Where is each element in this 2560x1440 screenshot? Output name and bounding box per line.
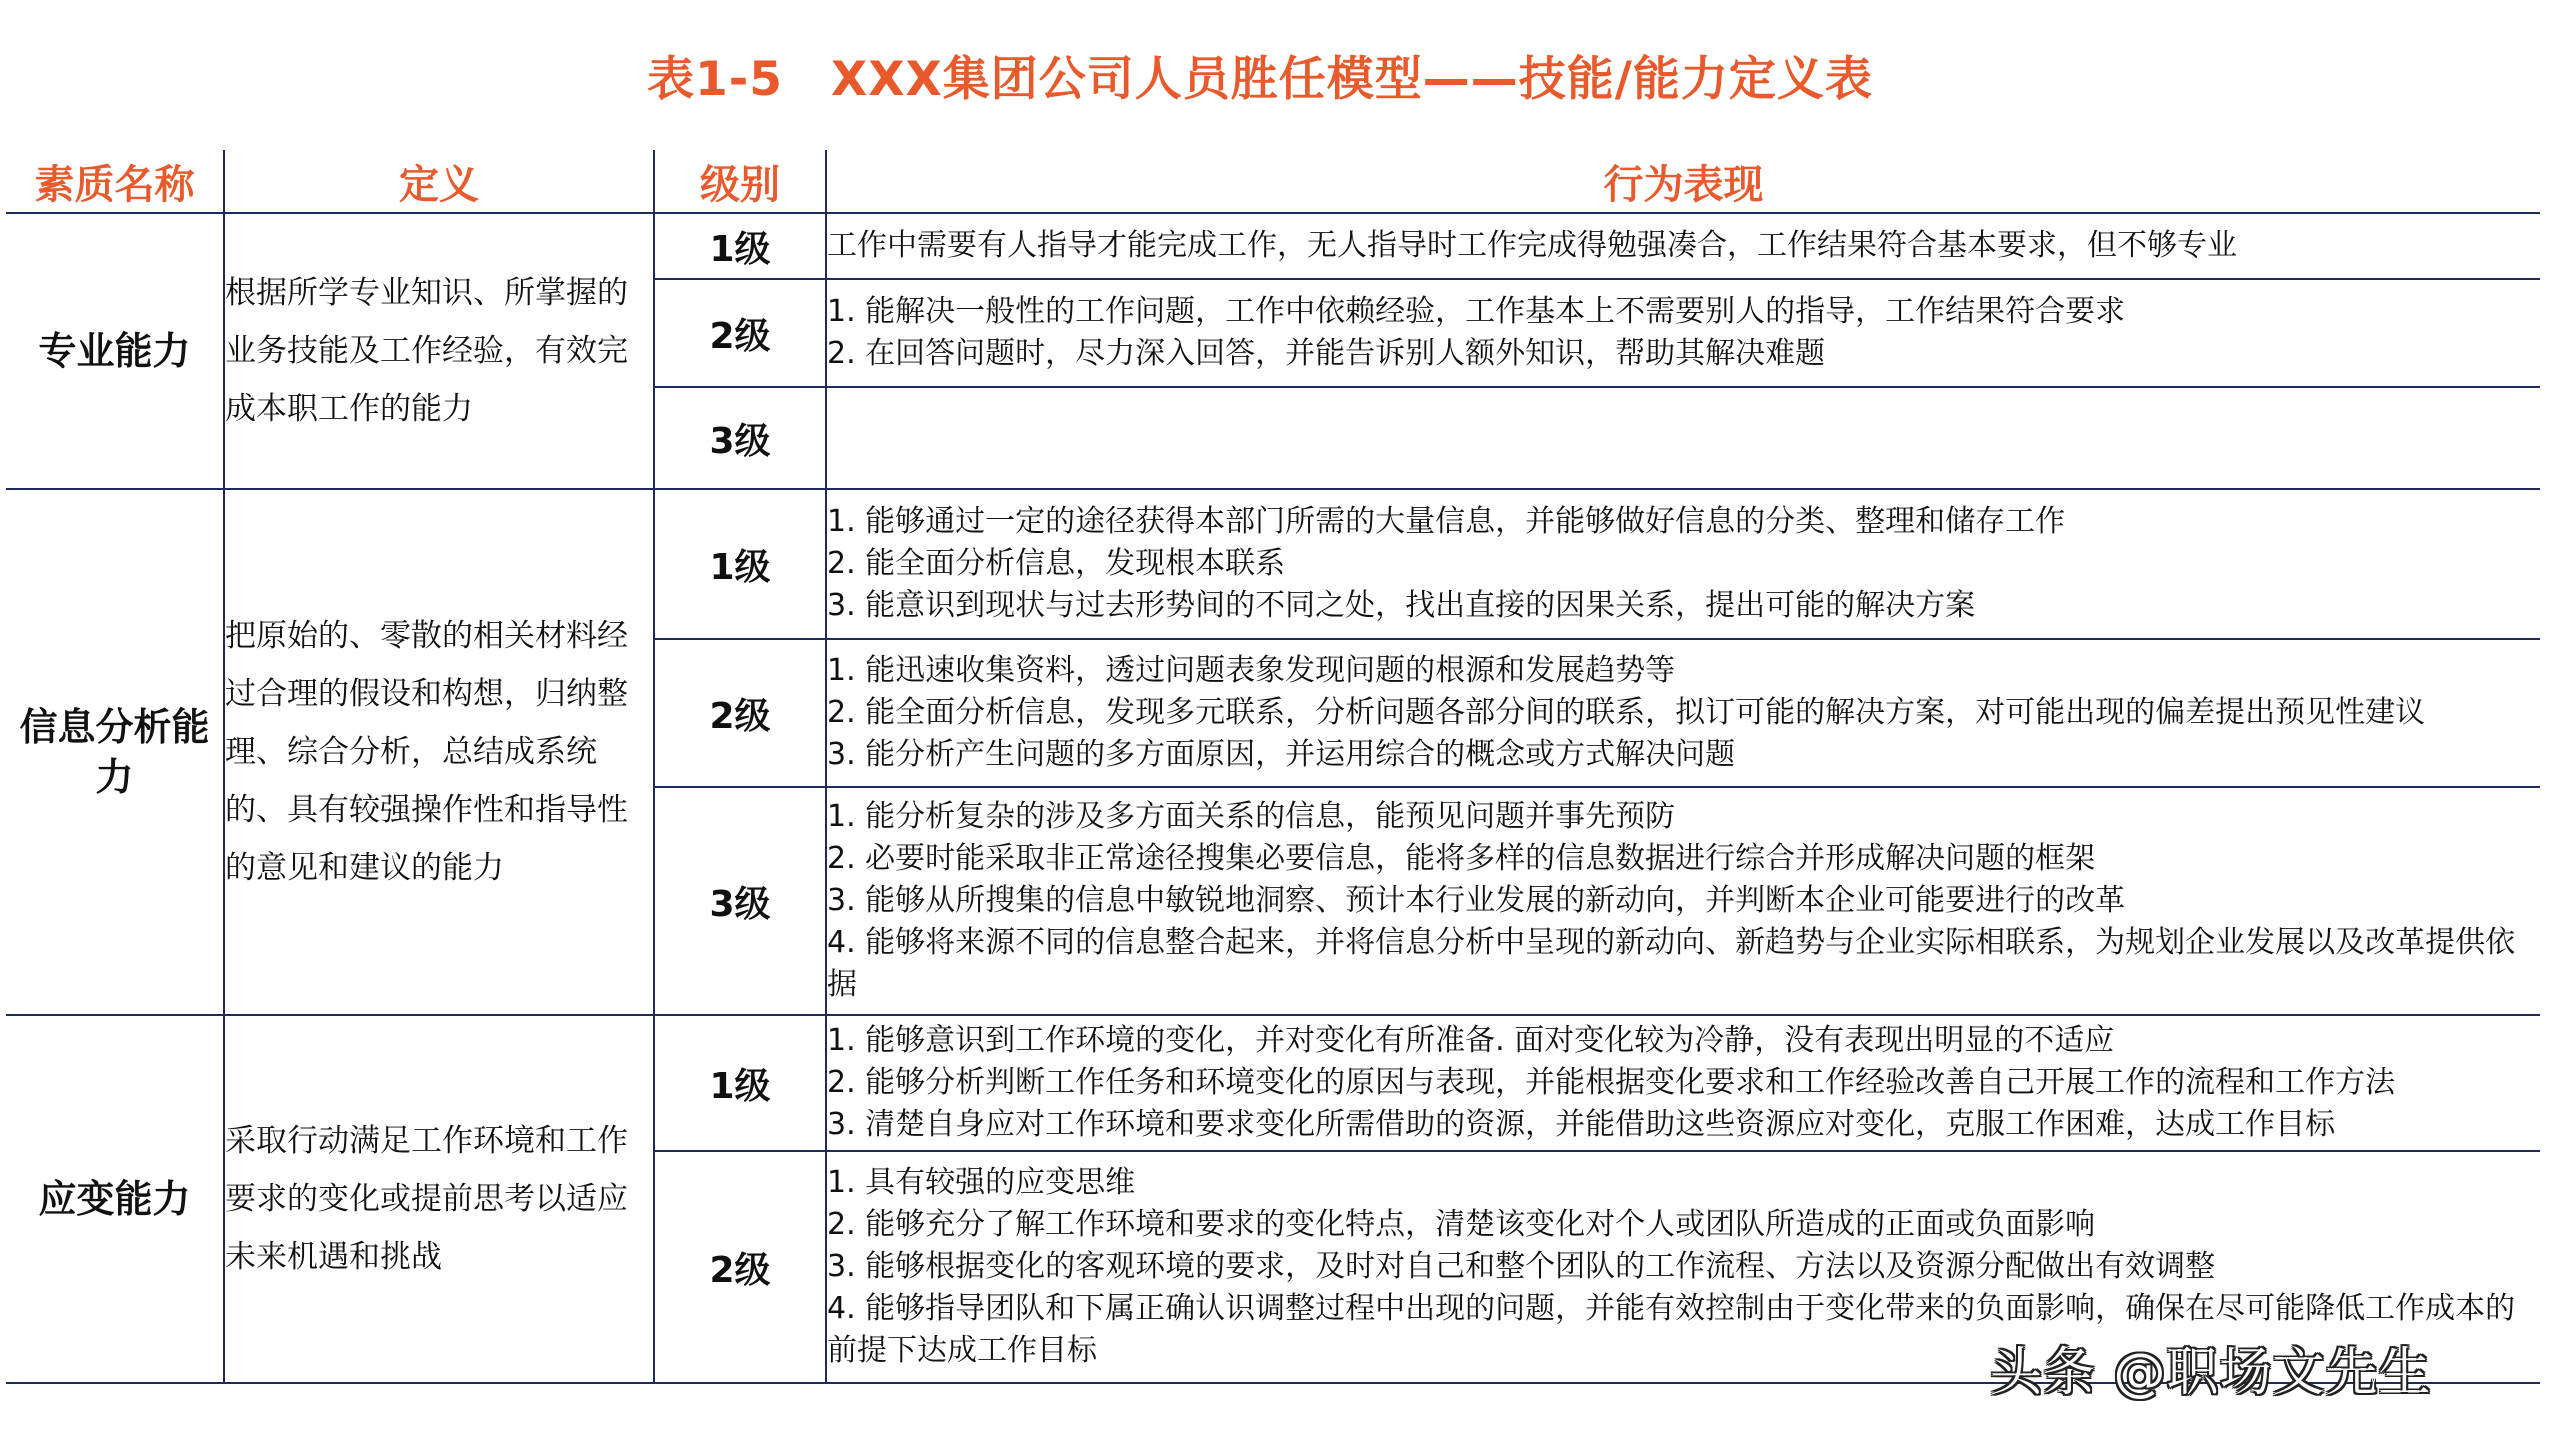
quality-definition: 采取行动满足工作环境和工作要求的变化或提前思考以适应未来机遇和挑战 [224, 1015, 654, 1383]
table-row [6, 1015, 2540, 1151]
behavior-cell [826, 489, 2540, 639]
level-label: 2级 [654, 1151, 826, 1383]
behavior-line: 1. 能分析复杂的涉及多方面关系的信息，能预见问题并事先预防 [827, 799, 1676, 834]
level-label: 2级 [654, 639, 826, 787]
behavior-cell [826, 787, 2540, 1015]
competency-table [6, 150, 2540, 1384]
level-label: 1级 [654, 1015, 826, 1151]
header-behavior: 行为表现 [826, 150, 2540, 213]
header-row [6, 150, 2540, 213]
behavior-line: 1. 能迅速收集资料，透过问题表象发现问题的根源和发展趋势等 [827, 653, 1676, 688]
quality-definition: 根据所学专业知识、所掌握的业务技能及工作经验，有效完成本职工作的能力 [224, 213, 654, 489]
level-label: 1级 [654, 489, 826, 639]
behavior-line: 2. 能够分析判断工作任务和环境变化的原因与表现，并能根据变化要求和工作经验改善自己开展工作的流程和工作方法 [827, 1065, 2396, 1100]
quality-definition: 把原始的、零散的相关材料经过合理的假设和构想，归纳整理、综合分析，总结成系统的、具有较强操作性和指导性的意见和建议的能力 [224, 489, 654, 1015]
behavior-line: 1. 能够通过一定的途径获得本部门所需的大量信息，并能够做好信息的分类、整理和储存工作 [827, 504, 2066, 539]
behavior-line: 2. 能够充分了解工作环境和要求的变化特点，清楚该变化对个人或团队所造成的正面或负面影响 [827, 1207, 2096, 1242]
behavior-line: 2. 必要时能采取非正常途径搜集必要信息，能将多样的信息数据进行综合并形成解决问题的框架 [827, 841, 2096, 876]
level-label: 3级 [654, 387, 826, 489]
watermark: 头条 @职场文先生 [1990, 1343, 2432, 1403]
behavior-line: 2. 能全面分析信息，发现多元联系，分析问题各部分间的联系，拟订可能的解决方案，对可能出现的偏差提出预见性建议 [827, 695, 2426, 730]
quality-name: 应变能力 [6, 1015, 224, 1383]
behavior-line: 1. 能够意识到工作环境的变化，并对变化有所准备. 面对变化较为冷静，没有表现出明显的不适应 [827, 1023, 2115, 1058]
behavior-cell [826, 1015, 2540, 1151]
behavior-line: 2. 能全面分析信息，发现根本联系 [827, 546, 1286, 581]
behavior-line: 1. 具有较强的应变思维 [827, 1165, 1136, 1200]
behavior-line: 4. 能够将来源不同的信息整合起来，并将信息分析中呈现的新动向、新趋势与企业实际相联系，为规划企业发展以及改革提供依据 [827, 925, 2516, 1002]
behavior-cell [826, 387, 2540, 489]
header-level: 级别 [654, 150, 826, 213]
page-title: 表1-5 XXX集团公司人员胜任模型——技能/能力定义表 [647, 52, 1873, 107]
behavior-line: 1. 能解决一般性的工作问题，工作中依赖经验，工作基本上不需要别人的指导，工作结果符合要求 [827, 294, 2126, 329]
behavior-line: 工作中需要有人指导才能完成工作，无人指导时工作完成得勉强凑合，工作结果符合基本要求，但不够专业 [827, 228, 2237, 263]
level-label: 1级 [654, 213, 826, 279]
behavior-cell [826, 639, 2540, 787]
table-row [6, 213, 2540, 279]
header-quality: 素质名称 [6, 150, 224, 213]
table-row [6, 489, 2540, 639]
quality-name: 信息分析能力 [6, 489, 224, 1015]
quality-name: 专业能力 [6, 213, 224, 489]
header-definition: 定义 [224, 150, 654, 213]
behavior-line: 3. 能够根据变化的客观环境的要求，及时对自己和整个团队的工作流程、方法以及资源分配做出有效调整 [827, 1249, 2216, 1284]
behavior-cell [826, 279, 2540, 387]
level-label: 3级 [654, 787, 826, 1015]
behavior-line: 3. 能分析产生问题的多方面原因，并运用综合的概念或方式解决问题 [827, 737, 1736, 772]
behavior-line: 4. 能够指导团队和下属正确认识调整过程中出现的问题，并能有效控制由于变化带来的负面影响，确保在尽可能降低工作成本的前提下达成工作目标 [827, 1291, 2516, 1368]
level-label: 2级 [654, 279, 826, 387]
behavior-cell [826, 213, 2540, 279]
behavior-line: 3. 能意识到现状与过去形势间的不同之处，找出直接的因果关系，提出可能的解决方案 [827, 588, 1976, 623]
behavior-line: 3. 清楚自身应对工作环境和要求变化所需借助的资源，并能借助这些资源应对变化，克服工作困难，达成工作目标 [827, 1107, 2336, 1142]
behavior-line: 3. 能够从所搜集的信息中敏锐地洞察、预计本行业发展的新动向，并判断本企业可能要进行的改革 [827, 883, 2126, 918]
behavior-line: 2. 在回答问题时，尽力深入回答，并能告诉别人额外知识，帮助其解决难题 [827, 336, 1826, 371]
